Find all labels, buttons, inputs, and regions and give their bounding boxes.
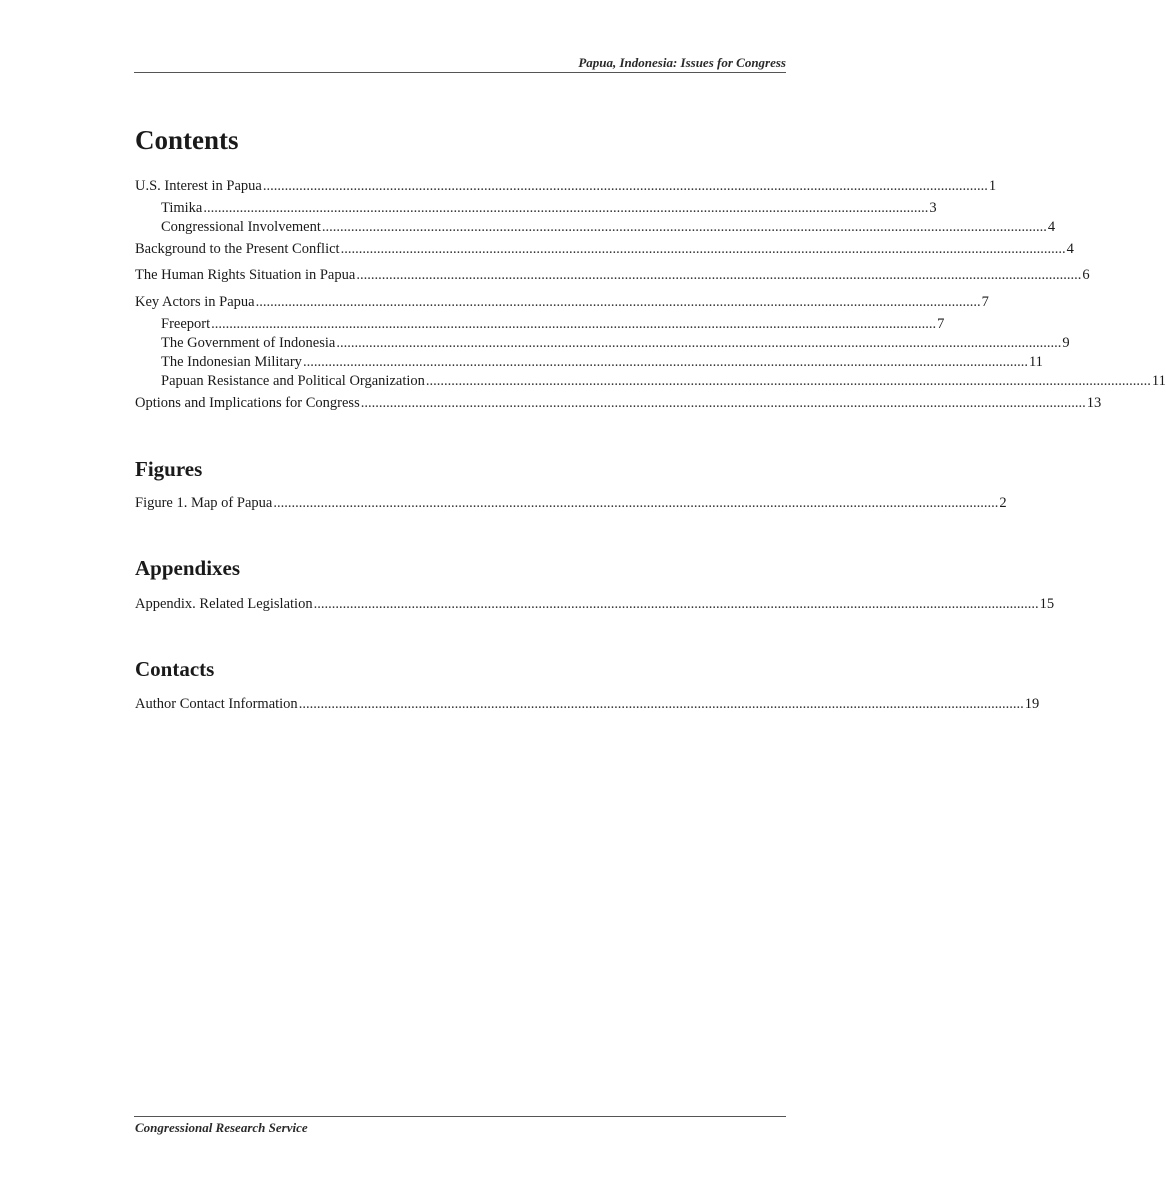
dot-leader: ........................................................................................................................................................................................................ [336,335,1062,351]
dot-leader: ........................................................................................................................................................................................................ [273,495,999,511]
contents-heading: Contents [135,125,239,155]
dot-leader: ........................................................................................................................................................................................................ [298,696,1024,712]
toc-page-number: 11 [1028,354,1043,370]
contacts-heading: Contacts [135,657,215,681]
toc-entry[interactable] [135,176,997,196]
toc-entry-label: U.S. Interest in Papua [135,178,262,194]
toc-page-number: 4 [1047,219,1056,235]
footer-organization: Congressional Research Service [135,1120,308,1135]
toc-entry-label: The Government of Indonesia [161,335,336,351]
toc-page-number: 19 [1024,696,1040,712]
dot-leader: ........................................................................................................................................................................................................ [203,200,929,216]
toc-entry[interactable] [135,594,1055,614]
toc-entry-label: The Human Rights Situation in Papua [135,267,356,283]
toc-entry-label: Key Actors in Papua [135,294,255,310]
toc-entry-label: Timika [161,200,203,216]
dot-leader: ........................................................................................................................................................................................................ [302,354,1028,370]
toc-entry[interactable] [135,292,989,312]
dot-leader: ........................................................................................................................................................................................................ [313,596,1039,612]
toc-subentry[interactable] [161,314,945,334]
dot-leader: ........................................................................................................................................................................................................ [425,373,1151,389]
dot-leader: ........................................................................................................................................................................................................ [262,178,988,194]
toc-subentry[interactable] [161,217,1056,237]
toc-subentry[interactable] [161,371,1166,391]
toc-page-number: 13 [1086,395,1102,411]
toc-entry[interactable] [135,694,1040,714]
running-header: Papua, Indonesia: Issues for Congress [578,55,786,70]
dot-leader: ........................................................................................................................................................................................................ [211,316,937,332]
toc-entry-label: Author Contact Information [135,696,298,712]
toc-page-number: 6 [1082,267,1090,283]
dot-leader: ........................................................................................................................................................................................................ [255,294,981,310]
toc-entry-label: Appendix. Related Legislation [135,596,313,612]
toc-entry-label: Freeport [161,316,211,332]
toc-page-number: 3 [929,200,937,216]
toc-entry-label: The Indonesian Military [161,354,302,370]
toc-entry[interactable] [135,493,1007,513]
toc-page-number: 4 [1066,241,1074,257]
toc-page-number: 11 [1151,373,1166,389]
toc-page-number: 15 [1039,596,1055,612]
toc-page-number: 7 [981,294,989,310]
toc-page-number: 2 [999,495,1007,511]
dot-leader: ........................................................................................................................................................................................................ [340,241,1066,257]
toc-entry[interactable] [135,393,1102,413]
toc-entry-label: Figure 1. Map of Papua [135,495,273,511]
toc-entry[interactable] [135,239,1074,259]
appendixes-heading: Appendixes [135,556,241,580]
toc-subentry[interactable] [161,198,937,218]
toc-page-number: 9 [1062,335,1070,351]
toc-entry-label: Papuan Resistance and Political Organization [161,373,425,389]
toc-subentry[interactable] [161,333,1070,353]
footer-rule [134,1116,786,1117]
dot-leader: ........................................................................................................................................................................................................ [321,219,1047,235]
toc-page-number: 1 [988,178,997,194]
toc-entry[interactable] [135,265,1090,285]
toc-page-number: 7 [937,316,945,332]
toc-entry-label: Congressional Involvement [161,219,321,235]
dot-leader: ........................................................................................................................................................................................................ [360,395,1086,411]
figures-heading: Figures [135,457,203,481]
toc-entry-label: Options and Implications for Congress [135,395,360,411]
dot-leader: ........................................................................................................................................................................................................ [356,267,1082,283]
header-rule [134,72,786,73]
toc-entry-label: Background to the Present Conflict [135,241,340,257]
toc-subentry[interactable] [161,352,1043,372]
